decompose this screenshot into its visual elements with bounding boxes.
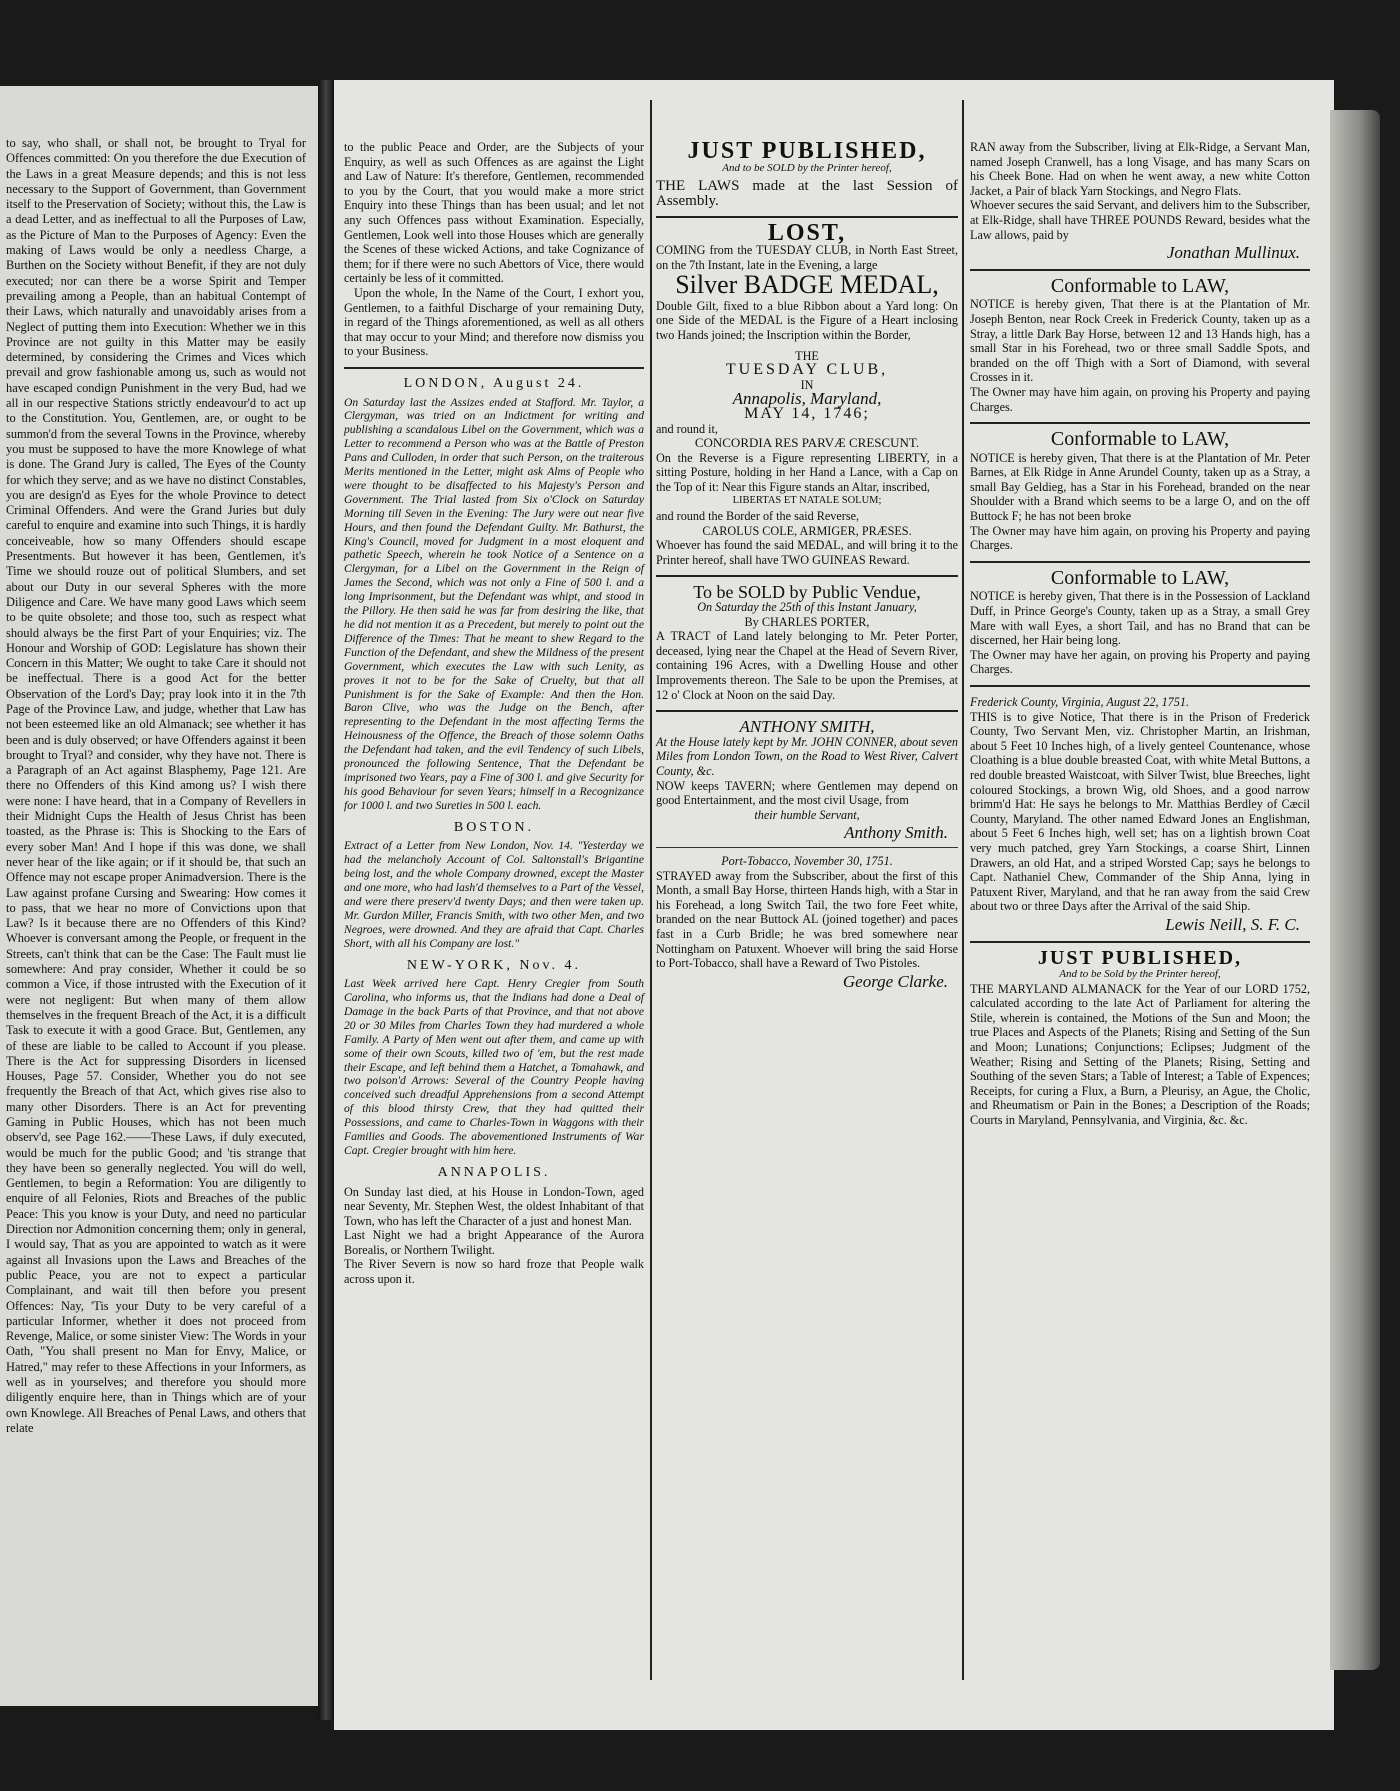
club-line-1: THE xyxy=(795,348,819,363)
divider xyxy=(970,422,1310,424)
just-published-heading-2: JUST PUBLISHED, xyxy=(1037,946,1243,969)
column-notices xyxy=(970,140,1310,1128)
neill-signature: Lewis Neill, S. F. C. xyxy=(1165,914,1300,934)
carolus: CAROLUS COLE, ARMIGER, PRÆSES. xyxy=(702,523,912,538)
club-line-4: Annapolis, Maryland, xyxy=(732,389,882,409)
medal-heading: Silver BADGE MEDAL, xyxy=(675,270,939,300)
club-line-3: IN xyxy=(800,377,814,392)
new-york-heading: NEW-YORK, Nov. 4. xyxy=(406,957,582,973)
left-column-text xyxy=(6,136,306,1436)
notice-1-owner: The Owner may have him again, on proving his Property and paying Charges. xyxy=(970,384,1310,414)
reverse-description: On the Reverse is a Figure representing LIBERTY, in a sitting Posture, holding in her Hand a Lance, with a Cap on the Top of it: Near this Figure stands an Altar, inscribed, xyxy=(656,450,958,494)
charge-close: Upon the whole, In the Name of the Court, I exhort you, Gentlemen, to a faithful Discharge of your remaining Duty, in regard of the Things aforementioned, as well as all others that may occur to your Mind; and therefore now dismiss you to your Business. xyxy=(344,285,644,359)
laws-notice: THE LAWS made at the last Session of Assembly. xyxy=(656,178,958,209)
grand-jury-charge-text: to say, who shall, or shall not, be brought to Tryal for Offences committed: On you therefore the due Execution of the Laws in a great Measure depends; and this is not less necessary to the Support of Government, than Government itself to the Preservation of Society; without this, the Law is a dead Letter, and as ineffectual to all the Purposes of Law, as the Picture of Man to the Purposes of Agency: Even the making of Laws would be only a needless Charge, a Burthen on the Society without Benefit, if they are not duly executed; nor can there be a worse Spirit and Temper prevailing among a People, than an habitual Contempt of their Laws, which naturally and unavoidably arises from a Neglect of putting them into Execution: Whether we in this Province are not guilty in this Matter may be easily determined, by considering the Crimes and Vices which prevail and grow fashionable among us, such as would not have escaped condign Punishment in the very Bud, had we all in our respective Stations strictly endeavour'd to act up to the Constitution. You, Gentlemen, are, or ought to be summon'd from the several Towns in the Province, whereby you must be supposed to have the more Knowlege of what is done. The Grand Jury is called, The Eyes of the County for which they serve; and as we have no distinct Constables, you are design'd as Eyes for the whole Province to detect Criminal Offenders. And were the Grand Juries but duly careful to enquire and examine into such Things, it is hardly conceiveable, how so many Offenders should escape Presentments. But however it has been, Gentlemen, it's Time we should rouze out of political Slumbers, and set about our Duty in our several Spheres with the more Diligence and Care. We have many good Laws which seem to be quite obsolete; and those too, such as respect what should always be the first Part of your Enquiries; viz. The Honour and Worship of GOD: Legislature has shown their Concern in this Matter; We ought to take Care it should not be ineffectual. There is a good Act for the better Observation of the Lord's Day; pray look into it in the 7th Page of the Province Law, and judge, whether that Law has not been esteemed like an old Almanack; see whether it has been and is duly observed; or have Offenders against it been brought to Tryal? and consider, why they have not. There is a Paragraph of an Act against Blasphemy, Page 121. Are there no Offenders of this Kind among us? I wish there were none: I have heard, that in a Company of Revellers in their Midnight Cups the Health of Jesus Christ has been toasted, as the Phrase is: This is Shocking to the Ears of every sober Man! And I hope if this was done, we shall never hear of the like again; or if it should be, that such an Offence may not escape proper Animadversion. There is the Law against profane Cursing and Swearing: How comes it to pass, that we hear no more of Convictions upon that Law? Is it because there are no Offenders of this Kind? Whoever is conversant among the People, or frequent in the Streets, can't think that can be the Case: The Fault must lie somewhere: And pray consider, Whether it could be so common a Vice, if those intrusted with the Execution of it were not negligent: But when many of them allow themselves in the frequent Breach of the Act, it is a difficult Task to execute it with a good Grace. But, Gentlemen, any of these are liable to be called to Account if you please. There is the Act for suppressing Disorders in licensed Houses, Page 57. Consider, Whether you do not see frequently the Breach of that Act, which gives rise also to many other Disorders. There is an Act for preventing Gaming in Public Houses, which has not been much observ'd, see Page 162.——These Laws, if duly executed, would be much for the public Good; and 'tis strange that they have been so generally neglected. You will do well, Gentlemen, to begin a Reformation: You are diligently to enquire of all Felonies, Riots and Breaches of the public Peace: This you know is your Duty, and need no particular Direction nor Admonition concerning them; only in general, I would say, That as you are appointed to watch as it were against all Invasions upon the Laws and Breaches of the public Peace, you are not to expect a particular Complainant, and wait till then before you present Offences: Nay, 'Tis your Duty to be very careful of a particular Informer, whether it does not proceed from Revenge, Malice, or some sinister View: The Words in your Oath, "You shall present no Man for Envy, Malice, or Hatred," may refer to these Affections in your Informers, as well as in yourselves; and therefore you should more diligently enquire here, than in Things which are of your own Knowlege. All Breaches of Penal Laws, and others that relate xyxy=(6,136,306,1435)
divider xyxy=(656,847,958,848)
smith-location: At the House lately kept by Mr. JOHN CONNER, about seven Miles from London Town, on the Road to West River, Calvert County, &c. xyxy=(656,734,958,778)
divider xyxy=(344,367,644,369)
round-it: and round it, xyxy=(656,421,718,436)
divider xyxy=(970,269,1310,271)
london-heading: LONDON, August 24. xyxy=(403,375,585,391)
notice-3-owner: The Owner may have her again, on proving his Property and paying Charges. xyxy=(970,647,1310,677)
clarke-signature: George Clarke. xyxy=(842,971,948,991)
book-page-edge xyxy=(1330,110,1380,1670)
prison-notice: THIS is to give Notice, That there is in the Prison of Frederick County, Two Servant Men, viz. Christopher Martin, an Irishman, about 5 Feet 10 Inches high, of a lively genteel Countenance, whose Cloathing is a blue double breasted Coat, with white Metal Buttons, a red double breasted Waistcoat, with Silver Twist, blue Breeches, light coloured Stockings, a brown Wig, old Shoes, and a good narrow brimm'd Hat: He says he belongs to Mr. Matthias Berdley of Cæcil County, Maryland. The other named Edward Jones an Englishman, about 5 Feet 6 Inches high, well set; has on a lightish brown Coat very much patched, grey Yarn Stockings, a coarse Shirt, Linnen Drawers, an old Hat, and a striped Worsted Cap; says he belongs to Capt. Nathaniel Chew, Commander of the Ship Anna, lying in Patuxent River, Maryland, and that he ran away from the said Crew about two or three Days after the Arrival of the said Ship. xyxy=(970,709,1310,914)
column-rule xyxy=(962,100,964,1680)
boston-heading: BOSTON. xyxy=(453,819,535,835)
frederick-date: Frederick County, Virginia, August 22, 1751. xyxy=(970,695,1190,709)
club-line-5: MAY 14, 1746; xyxy=(744,404,870,422)
notice-1: NOTICE is hereby given, That there is at the Plantation of Mr. Joseph Benton, near Rock Creek in Frederick County, taken up as a Stray, a little Dark Bay Horse, between 12 and 13 Hands high, has a small Star in his Forehead, two or three small Saddle Spots, and branded on the off Thigh with a Sort of Diamond, with several Crosses in it. xyxy=(970,297,1310,385)
column-advertisements xyxy=(656,140,958,993)
newspaper-page xyxy=(334,80,1334,1730)
motto: CONCORDIA RES PARVÆ CRESCUNT. xyxy=(694,435,920,451)
medal-reward: Whoever has found the said MEDAL, and will bring it to the Printer hereof, shall have TWO GUINEAS Reward. xyxy=(656,538,958,567)
book-gutter xyxy=(318,80,334,1720)
smith-signature: Anthony Smith. xyxy=(844,823,948,843)
conformable-heading-1: Conformable to LAW, xyxy=(1050,274,1230,297)
annapolis-aurora: Last Night we had a bright Appearance of the Aurora Borealis, or Northern Twilight. xyxy=(344,1228,644,1257)
strayed-text: STRAYED away from the Subscriber, about the first of this Month, a small Bay Horse, thirteen Hands high, with a Star in his Forehead, a long Switch Tail, the two fore Feet white, branded on the near Buttock AL (joined together) and paces fast in a Curb Bridle; he was bred somewhere near Nottingham on Patuxent. Whoever will bring the said Horse to Port-Tobacco, shall have a Reward of Two Pistoles. xyxy=(656,868,958,971)
divider xyxy=(970,941,1310,943)
almanack-text: THE MARYLAND ALMANACK for the Year of our LORD 1752, calculated according to the late Act of Parliament for altering the Stile, wherein is contained, the Motions of the Sun and Moon; the true Places and Aspects of the Planets; Rising and Setting of the Sun and Moon; Lunations; Conjunctions; Eclipses; Judgment of the Weather; Rising and Setting of the Planets; Rising, Setting and Southing of the seven Stars; a Table of Interest; a Table of Expences; Receipts, for curing a Flux, a Burn, a Pleurisy, an Ague, the Cholic, and Rheumatism or Pain in the Bones; a Description of the Roads; Courts in Maryland, Pennsylvania, and Virginia, &c. &c. xyxy=(970,981,1310,1128)
lost-heading: LOST, xyxy=(767,220,847,247)
libertas: LIBERTAS ET NATALE SOLUM; xyxy=(732,495,882,507)
port-tobacco-date: Port-Tobacco, November 30, 1751. xyxy=(721,853,893,868)
tract-text: A TRACT of Land lately belonging to Mr. Peter Porter, deceased, lying near the Chapel at the Head of Severn River, containing 196 Acres, with a Dwelling House and other Improvements thereon. The Sale to be upon the Premises, at 12 o' Clock at Noon on the said Day. xyxy=(656,629,958,702)
london-article: On Saturday last the Assizes ended at Stafford. Mr. Taylor, a Clergyman, was tried on an Indictment for writing and publishing a scandalous Libel on the Government, which was a Letter to recommend a Person who was at the Battle of Preston Pans and Culloden, in order that such Person, on the traiterous Merits mentioned in the Letter, might ask Alms of People who were thought to be disaffected to his Majesty's Person and Government. The Trial lasted from Six o'Clock on Saturday Morning till Seven in the Evening: The Jury were out near five Hours, and then found the Defendant Guilty. Mr. Bathurst, the King's Council, moved for Judgment in a most eloquent and pathetic Speech, wherein he took Notice of a Sentence on a Clergyman, for a Libel on the Government in the Reign of James the Second, which was not only a Fine of 500 l. and a long Imprisonment, but the Defendant was whipt, and stood in the Pillory. He then said he was far from desiring the like, that he did not mention it as a Precedent, but merely to point out the Difference of the Times: That he meant to shew Regard to the Function of the Defendant, and shew the Mildness of the present Government, which executes the Law with such Lenity, as proves it not to be for the Sake of Cruelty, but that all Punishment is for the Sake of Example: And then the Hon. Baron Clive, who was the Judge on the Bench, after representing to the Defendant in the most affecting Terms the Heinousness of the Offence, the Breach of those solemn Oaths the Defendant had taken, and the evil Tendency of such Libels, pronounced the following Sentence, That the Defendant be imprisoned two Years, pay a Fine of 300 l. and give Security for his good Behaviour for seven Years; himself in a Recognizance for 1000 l. and two Sureties in 500 l. each. xyxy=(344,395,644,812)
notice-2: NOTICE is hereby given, That there is at the Plantation of Mr. Peter Barnes, at Elk Ridge in Anne Arundel County, taken up as a Stray, a small Bay Geldieg, has a Star in his Forehead, branded on the near Shoulder with a Brand which seems to be a large O, and on the off Buttock F; he has not been broke xyxy=(970,450,1310,524)
charge-continued: to the public Peace and Order, are the Subjects of your Enquiry, as well as such Offences as are against the Light and Law of Nature: It's therefore, Gentlemen, recommended to you by the Court, that you would make a more strict Enquiry into these Things than has been usual; and let not any such Offences pass without Examination. Especially, Gentlemen, Look well into those Houses which are generally the Scenes of these wicked Actions, and take Cognizance of them; for if there were no such Abettors of Vice, there would certainly be less of it committed. xyxy=(344,140,644,286)
divider xyxy=(656,575,958,577)
mullinux-signature: Jonathan Mullinux. xyxy=(1166,243,1300,263)
left-page xyxy=(0,86,318,1706)
column-rule xyxy=(650,100,652,1680)
tavern-text: NOW keeps TAVERN; where Gentlemen may depend on good Entertainment, and the most civil Usage, from xyxy=(656,778,958,808)
runaway-text: RAN away from the Subscriber, living at Elk-Ridge, a Servant Man, named Joseph Cranwell, has a long Visage, and has many Scars on his Cheek Bone. Had on when he went away, a new white Cotton Jacket, a Pair of black Yarn Stockings, and Negro Flats. xyxy=(970,140,1310,198)
conformable-heading-2: Conformable to LAW, xyxy=(1050,428,1230,451)
notice-3: NOTICE is hereby given, That there is in the Possession of Lackland Duff, in Prince George's County, taken up as a Stray, a small Grey Mare with wall Eyes, a short Tail, and has no Brand that can be discerned, her Hair being long. xyxy=(970,589,1310,648)
border-text: and round the Border of the said Reverse, xyxy=(656,509,860,524)
divider xyxy=(656,710,958,712)
smith-heading: ANTHONY SMITH, xyxy=(739,717,875,737)
conformable-heading-3: Conformable to LAW, xyxy=(1050,566,1230,589)
lost-text: COMING from the TUESDAY CLUB, in North East Street, on the 7th Instant, late in the Evening, a large xyxy=(656,242,958,272)
runaway-reward: Whoever secures the said Servant, and delivers him to the Subscriber, at Elk-Ridge, shall have THREE POUNDS Reward, besides what the Law allows, paid by xyxy=(970,198,1310,242)
club-line-2: TUESDAY CLUB, xyxy=(725,361,889,379)
annapolis-article: On Sunday last died, at his House in London-Town, aged near Seventy, Mr. Stephen West, the oldest Inhabitant of that Town, who has left the Character of a just and honest Man. xyxy=(344,1184,644,1228)
just-published-heading: JUST PUBLISHED, xyxy=(687,138,927,164)
just-published-sub: And to be SOLD by the Printer hereof, xyxy=(722,161,892,174)
just-published-sub-2: And to be Sold by the Printer hereof, xyxy=(1059,968,1221,981)
medal-description: Double Gilt, fixed to a blue Ribbon about a Yard long: On one Side of the MEDAL is the Figure of a Heart inclosing two Hands joined; the Inscription within the Border, xyxy=(656,298,958,342)
boston-article: Extract of a Letter from New London, Nov. 14. "Yesterday we had the melancholy Account of Col. Saltonstall's Brigantine being lost, and the whole Company drowned, except the Master and one more, who had lash'd themselves to a Part of the Vessel, and were there preserv'd twenty Days; and then were taken up. Mr. Gurdon Miller, Francis Smith, with two other Men, and two Negroes, were drowned. And they are afraid that Capt. Charles Short, with all his Company are lost." xyxy=(344,839,644,950)
notice-2-owner: The Owner may have him again, on proving his Property and paying Charges. xyxy=(970,523,1310,553)
annapolis-river: The River Severn is now so hard froze that People walk across upon it. xyxy=(344,1257,644,1287)
column-news xyxy=(344,140,644,1287)
vendue-date: On Saturday the 25th of this Instant January, xyxy=(697,600,917,615)
new-york-article: Last Week arrived here Capt. Henry Cregier from South Carolina, who informs us, that the Indians had done a Deal of Damage in the back Parts of that Province, and that not above 20 or 30 Miles from Charles Town they had murdered a whole Family. A Party of Men went out after them, and came up with some of their own Scouts, killed two of 'em, but the rest made their Escape, and left behind them a Hatchet, a Tomahawk, and two poison'd Arrows: Several of the Country People having conceived such dreadful Apprehensions from a second Attempt of this blood thirsty Crew, that they had quitted their Possessions, and came to Charles-Town in Waggons with their Families and Goods. The abovementioned Instruments of War Capt. Cregier brought with him here. xyxy=(344,977,644,1157)
vendue-by: By CHARLES PORTER, xyxy=(744,614,870,629)
vendue-heading: To be SOLD by Public Vendue, xyxy=(693,582,921,603)
annapolis-heading: ANNAPOLIS. xyxy=(437,1164,551,1180)
divider xyxy=(970,561,1310,563)
divider xyxy=(970,685,1310,687)
humble-servant: their humble Servant, xyxy=(754,807,860,822)
divider xyxy=(656,216,958,218)
